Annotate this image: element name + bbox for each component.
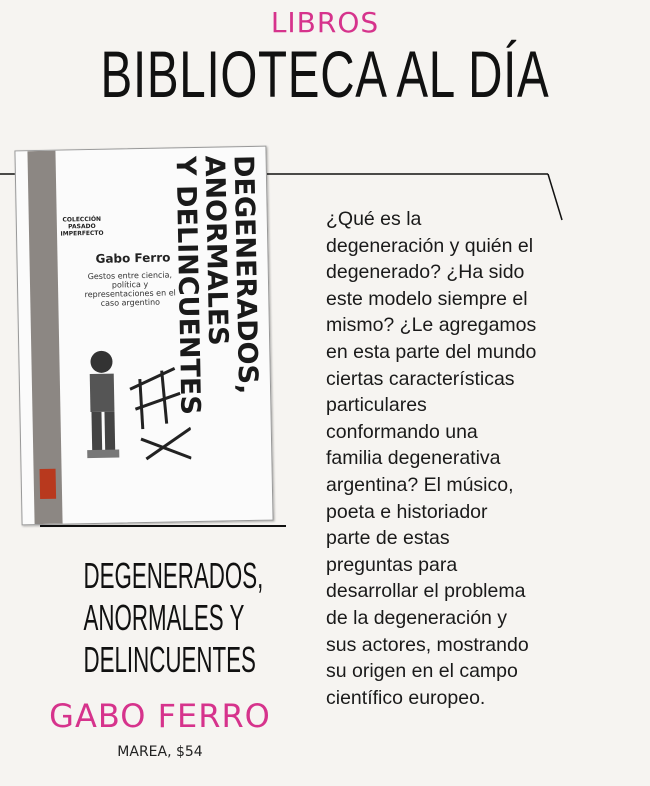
cover-collection: COLECCIÓN PASADO IMPERFECTO [60,215,104,238]
book-cover [14,146,273,526]
book-title [83,555,264,681]
review-line: familia degenerativa [326,447,501,470]
review-line: ¿Qué es la [326,208,422,230]
review-line: degeneración y quién el [326,234,534,257]
review-line: mismo? ¿Le agregamos [326,314,537,337]
page-title: BIBLIOTECA AL DÍA [100,37,550,111]
review-line: desarrollar el problema [326,580,526,603]
review-line: argentina? El músico, [326,473,514,496]
cover-illustration [59,338,192,490]
review-line: este modelo siempre el [326,287,528,310]
cover-title-line: ANORMALES [198,155,234,346]
review-line: parte de estas [326,527,450,550]
review-line: de la degeneración y [326,606,508,629]
review-line: científico europeo. [326,686,486,709]
review-line: degenerado? ¿Ha sido [326,261,525,284]
boy-head [90,351,112,373]
review-line: conformando una [326,420,478,443]
boy-body [90,374,115,412]
review-line: ciertas características [326,367,515,390]
section-label: LIBROS [270,6,380,39]
review-line: sus actores, mostrando [326,633,529,656]
book-title-line: DELINCUENTES [83,639,256,680]
book-author: GABO FERRO [49,697,271,735]
boy-leg [104,412,115,452]
cover-title-line: DEGENERADOS, [227,154,264,395]
cover-subtitle: Gestos entre ciencia, política y representaciones en el caso argentino [84,270,176,308]
cover-author: Gabo Ferro [95,250,171,266]
cover-title-line: Y DELINCUENTES [169,155,206,416]
book-title-line: ANORMALES Y [83,597,245,638]
review-line: poeta e historiador [326,500,488,523]
review-text [326,206,554,711]
boy-leg [91,412,102,452]
review-line: preguntas para [326,553,458,576]
publisher-logo [40,469,57,499]
toy-structure [130,368,192,459]
review-line: particulares [326,394,427,417]
boy-feet [87,449,119,458]
book-title-line: DEGENERADOS, [83,555,264,596]
publisher-price: MAREA, $54 [117,744,203,760]
review-line: en esta parte del mundo [326,340,537,363]
review-line: su origen en el campo [326,660,518,683]
